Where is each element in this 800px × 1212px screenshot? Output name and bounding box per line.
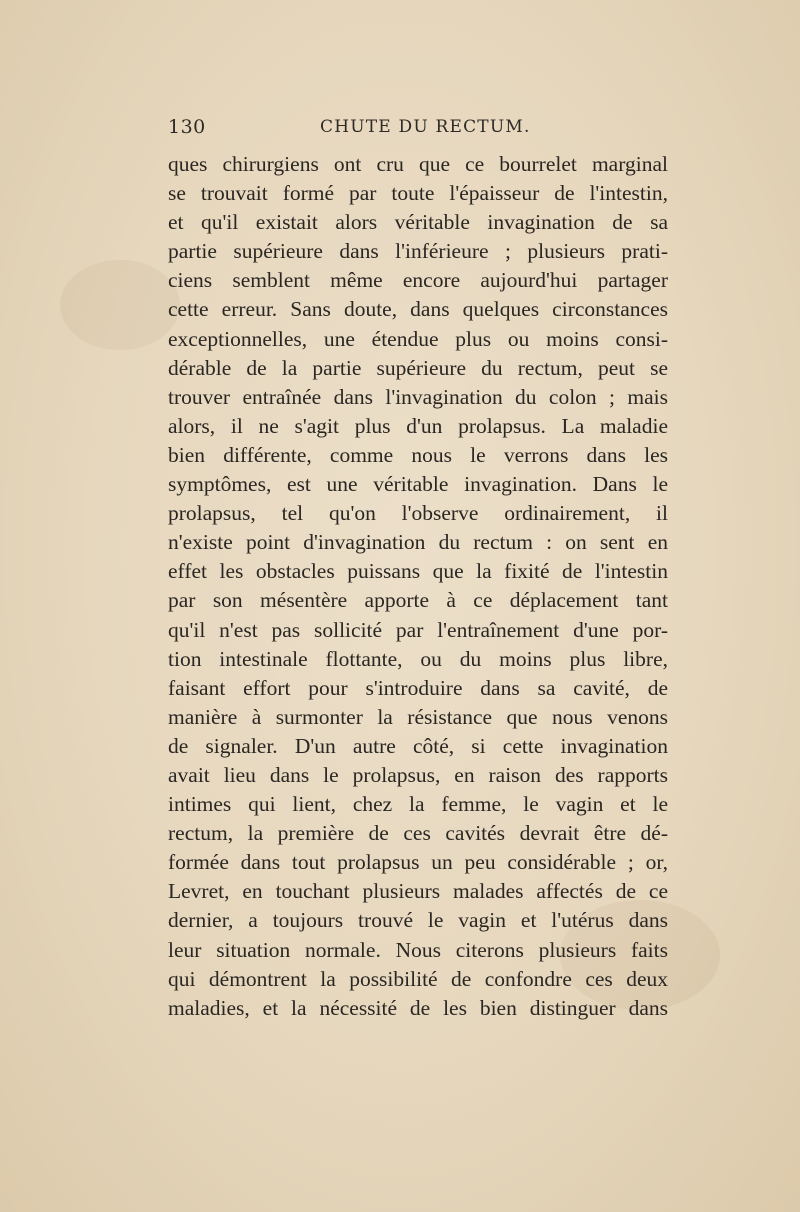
text-line: n'existe point d'invagination du rectum : on sent en	[168, 530, 668, 555]
text-line: qu'il n'est pas sollicité par l'entraînement d'une por-	[168, 617, 668, 642]
text-line: rectum, la première de ces cavités devrait être dé-	[168, 821, 668, 846]
page-number: 130	[168, 116, 206, 138]
page-header	[168, 116, 668, 142]
text-line: intimes qui lient, chez la femme, le vagin et le	[168, 792, 668, 817]
paper-stain	[60, 260, 180, 350]
text-line: ciens semblent même encore aujourd'hui partager	[168, 268, 668, 293]
text-line: formée dans tout prolapsus un peu considérable ; or,	[168, 850, 668, 875]
text-line: trouver entraînée dans l'invagination du colon ; mais	[168, 384, 668, 409]
text-line: ques chirurgiens ont cru que ce bourrelet marginal	[168, 152, 668, 176]
text-line: alors, il ne s'agit plus d'un prolapsus. La maladie	[168, 413, 668, 438]
text-line: effet les obstacles puissans que la fixité de l'intestin	[168, 559, 668, 584]
text-line: faisant effort pour s'introduire dans sa cavité, de	[168, 675, 668, 700]
text-line: cette erreur. Sans doute, dans quelques circonstances	[168, 297, 668, 322]
text-line: maladies, et la nécessité de les bien distinguer dans	[168, 995, 668, 1020]
text-line: dérable de la partie supérieure du rectum, peut se	[168, 355, 668, 380]
text-line: symptômes, est une véritable invagination. Dans le	[168, 472, 668, 497]
body-text	[168, 150, 668, 1023]
text-line: de signaler. D'un autre côté, si cette invagination	[168, 733, 668, 758]
text-line: exceptionnelles, une étendue plus ou moins consi-	[168, 326, 668, 351]
text-line: prolapsus, tel qu'on l'observe ordinairement, il	[168, 501, 668, 526]
text-line: tion intestinale flottante, ou du moins plus libre,	[168, 646, 668, 671]
text-line: avait lieu dans le prolapsus, en raison des rapports	[168, 762, 668, 787]
text-line: partie supérieure dans l'inférieure ; plusieurs prati-	[168, 239, 668, 264]
text-line: manière à surmonter la résistance que nous venons	[168, 704, 668, 729]
text-line: Levret, en touchant plusieurs malades affectés de ce	[168, 879, 668, 904]
text-line: dernier, a toujours trouvé le vagin et l'utérus dans	[168, 908, 668, 933]
text-line: bien différente, comme nous le verrons dans les	[168, 442, 668, 467]
text-line: leur situation normale. Nous citerons plusieurs faits	[168, 937, 668, 962]
text-line: se trouvait formé par toute l'épaisseur de l'intestin,	[168, 181, 668, 206]
text-line: et qu'il existait alors véritable invagination de sa	[168, 210, 668, 235]
running-head: CHUTE DU RECTUM.	[320, 117, 531, 137]
text-line: par son mésentère apporte à ce déplacement tant	[168, 588, 668, 613]
text-line: qui démontrent la possibilité de confondre ces deux	[168, 966, 668, 991]
